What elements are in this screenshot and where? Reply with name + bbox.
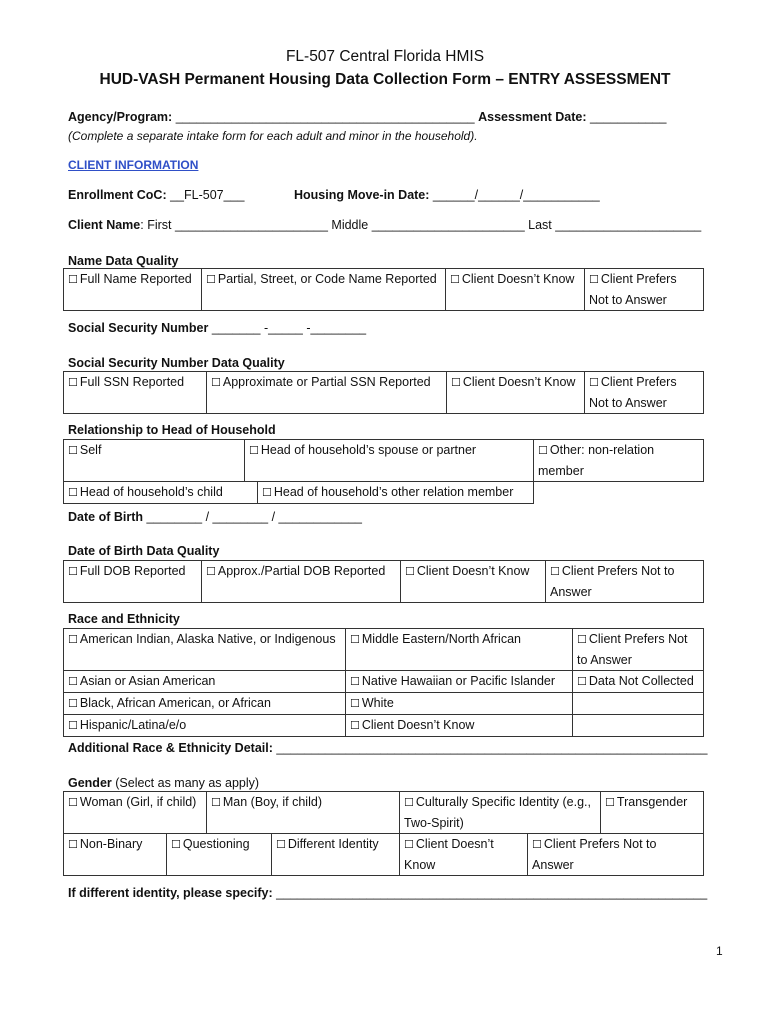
- client-first-name-field[interactable]: : First ______________________: [140, 218, 328, 232]
- different-identity-line: [68, 886, 707, 900]
- dob-label: Date of Birth: [68, 510, 143, 524]
- gender-option[interactable]: ☐ Different Identity: [272, 834, 400, 876]
- checkbox-icon[interactable]: ☐: [68, 675, 78, 688]
- checkbox-icon[interactable]: ☐: [68, 796, 78, 809]
- relationship-table: [63, 439, 704, 504]
- ssn-quality-option[interactable]: ☐ Approximate or Partial SSN Reported: [207, 372, 447, 414]
- empty-cell: [573, 693, 704, 715]
- agency-blank[interactable]: ___________________________________________: [175, 110, 475, 124]
- checkbox-icon[interactable]: ☐: [605, 796, 615, 809]
- gender-option[interactable]: ☐ Woman (Girl, if child): [64, 792, 207, 834]
- relationship-option[interactable]: ☐ Other: non-relation member: [534, 440, 704, 482]
- race-option[interactable]: ☐ Asian or Asian American: [64, 671, 346, 693]
- dob-quality-table: [63, 560, 704, 603]
- checkbox-icon[interactable]: ☐: [262, 486, 272, 499]
- checkbox-icon[interactable]: ☐: [550, 565, 560, 578]
- form-org-title: FL-507 Central Florida HMIS: [285, 48, 485, 65]
- gender-option[interactable]: ☐ Culturally Specific Identity (e.g., Two-Spirit): [400, 792, 601, 834]
- name-quality-option[interactable]: ☐ Client Prefers Not to Answer: [585, 269, 704, 311]
- enrollment-coc-line: [68, 188, 244, 202]
- checkbox-icon[interactable]: ☐: [276, 838, 286, 851]
- client-name-label: Client Name: [68, 218, 141, 232]
- checkbox-icon[interactable]: ☐: [206, 565, 216, 578]
- checkbox-icon[interactable]: ☐: [68, 444, 78, 457]
- checkbox-icon[interactable]: ☐: [404, 838, 414, 851]
- dob-quality-option[interactable]: ☐ Full DOB Reported: [64, 561, 202, 603]
- name-quality-title: Name Data Quality: [68, 254, 179, 268]
- different-identity-blank[interactable]: ______________________________________________________________: [276, 886, 708, 900]
- checkbox-icon[interactable]: ☐: [589, 273, 599, 286]
- gender-option[interactable]: ☐ Questioning: [167, 834, 272, 876]
- empty-cell: [573, 715, 704, 737]
- ssn-quality-table: [63, 371, 704, 414]
- checkbox-icon[interactable]: ☐: [577, 675, 587, 688]
- ssn-quality-option[interactable]: ☐ Client Prefers Not to Answer: [585, 372, 704, 414]
- checkbox-icon[interactable]: ☐: [451, 376, 461, 389]
- relationship-option[interactable]: ☐ Head of household’s other relation member: [258, 482, 534, 504]
- section-client-information: CLIENT INFORMATION: [68, 158, 199, 172]
- empty-cell: [534, 482, 704, 504]
- checkbox-icon[interactable]: ☐: [350, 719, 360, 732]
- checkbox-icon[interactable]: ☐: [171, 838, 181, 851]
- relationship-option[interactable]: ☐ Head of household’s spouse or partner: [245, 440, 534, 482]
- race-option[interactable]: ☐ White: [346, 693, 573, 715]
- dob-line: [68, 510, 362, 524]
- checkbox-icon[interactable]: ☐: [68, 697, 78, 710]
- agency-line: [68, 110, 666, 124]
- race-option[interactable]: ☐ Data Not Collected: [573, 671, 704, 693]
- checkbox-icon[interactable]: ☐: [577, 633, 587, 646]
- checkbox-icon[interactable]: ☐: [538, 444, 548, 457]
- gender-table: [63, 791, 704, 876]
- checkbox-icon[interactable]: ☐: [68, 273, 78, 286]
- intake-note: (Complete a separate intake form for each adult and minor in the household).: [68, 129, 478, 143]
- dob-quality-title: Date of Birth Data Quality: [68, 544, 220, 558]
- client-middle-name-field[interactable]: Middle ______________________: [331, 218, 525, 232]
- race-title: Race and Ethnicity: [68, 612, 180, 626]
- form-title: HUD-VASH Permanent Housing Data Collection Form – ENTRY ASSESSMENT: [99, 71, 671, 88]
- ssn-quality-title: Social Security Number Data Quality: [68, 356, 285, 370]
- relationship-option[interactable]: ☐ Head of household’s child: [64, 482, 258, 504]
- checkbox-icon[interactable]: ☐: [589, 376, 599, 389]
- race-detail-line: [68, 741, 707, 755]
- checkbox-icon[interactable]: ☐: [68, 486, 78, 499]
- name-quality-option[interactable]: ☐ Client Doesn’t Know: [446, 269, 585, 311]
- gender-option[interactable]: ☐ Client Prefers Not to Answer: [528, 834, 704, 876]
- name-quality-table: [63, 268, 704, 311]
- enrollment-coc-value[interactable]: __FL-507___: [170, 188, 245, 202]
- page-number: 1: [716, 944, 723, 958]
- dob-quality-option[interactable]: ☐ Client Prefers Not to Answer: [546, 561, 704, 603]
- gender-option[interactable]: ☐ Non-Binary: [64, 834, 167, 876]
- agency-label: Agency/Program:: [68, 110, 173, 124]
- race-option[interactable]: ☐ Middle Eastern/North African: [346, 629, 573, 671]
- race-option[interactable]: ☐ Hispanic/Latina/e/o: [64, 715, 346, 737]
- race-detail-label: Additional Race & Ethnicity Detail:: [68, 741, 273, 755]
- checkbox-icon[interactable]: ☐: [68, 838, 78, 851]
- race-option[interactable]: ☐ American Indian, Alaska Native, or Indigenous: [64, 629, 346, 671]
- gender-option[interactable]: ☐ Client Doesn’t Know: [400, 834, 528, 876]
- checkbox-icon[interactable]: ☐: [350, 675, 360, 688]
- ssn-quality-option[interactable]: ☐ Client Doesn’t Know: [447, 372, 585, 414]
- different-identity-label: If different identity, please specify:: [68, 886, 273, 900]
- ssn-quality-option[interactable]: ☐ Full SSN Reported: [64, 372, 207, 414]
- movein-blank[interactable]: ______/______/___________: [432, 188, 600, 202]
- ssn-label: Social Security Number: [68, 321, 209, 335]
- enrollment-coc-label: Enrollment CoC:: [68, 188, 167, 202]
- gender-option[interactable]: ☐ Transgender: [601, 792, 704, 834]
- name-quality-option[interactable]: ☐ Full Name Reported: [64, 269, 202, 311]
- dob-quality-option[interactable]: ☐ Approx./Partial DOB Reported: [202, 561, 401, 603]
- checkbox-icon[interactable]: ☐: [532, 838, 542, 851]
- race-table: [63, 628, 704, 737]
- checkbox-icon[interactable]: ☐: [206, 273, 216, 286]
- race-option[interactable]: ☐ Client Prefers Not to Answer: [573, 629, 704, 671]
- gender-title: Gender: [68, 776, 112, 790]
- race-detail-blank[interactable]: ______________________________________________________________: [276, 741, 708, 755]
- checkbox-icon[interactable]: ☐: [68, 376, 78, 389]
- name-quality-option[interactable]: ☐ Partial, Street, or Code Name Reported: [202, 269, 446, 311]
- movein-line: [294, 188, 600, 202]
- checkbox-icon[interactable]: ☐: [350, 697, 360, 710]
- client-last-name-field[interactable]: Last _____________________: [528, 218, 702, 232]
- relationship-title: Relationship to Head of Household: [68, 423, 276, 437]
- checkbox-icon[interactable]: ☐: [68, 719, 78, 732]
- checkbox-icon[interactable]: ☐: [404, 796, 414, 809]
- checkbox-icon[interactable]: ☐: [211, 376, 221, 389]
- assessment-date-label: Assessment Date:: [478, 110, 587, 124]
- checkbox-icon[interactable]: ☐: [68, 633, 78, 646]
- checkbox-icon[interactable]: ☐: [249, 444, 259, 457]
- race-option[interactable]: ☐ Black, African American, or African: [64, 693, 346, 715]
- gender-option[interactable]: ☐ Man (Boy, if child): [207, 792, 400, 834]
- assessment-date-blank[interactable]: ___________: [589, 110, 667, 124]
- ssn-line: [68, 321, 366, 335]
- movein-label: Housing Move-in Date:: [294, 188, 430, 202]
- race-option[interactable]: ☐ Client Doesn’t Know: [346, 715, 573, 737]
- gender-hint: (Select as many as apply): [111, 776, 260, 790]
- checkbox-icon[interactable]: ☐: [211, 796, 221, 809]
- checkbox-icon[interactable]: ☐: [405, 565, 415, 578]
- checkbox-icon[interactable]: ☐: [350, 633, 360, 646]
- race-option[interactable]: ☐ Native Hawaiian or Pacific Islander: [346, 671, 573, 693]
- checkbox-icon[interactable]: ☐: [68, 565, 78, 578]
- ssn-blank[interactable]: _______ -_____ -________: [211, 321, 367, 335]
- dob-quality-option[interactable]: ☐ Client Doesn’t Know: [401, 561, 546, 603]
- gender-title-line: [68, 776, 259, 790]
- checkbox-icon[interactable]: ☐: [450, 273, 460, 286]
- dob-blank[interactable]: ________ / ________ / ____________: [146, 510, 362, 524]
- relationship-option[interactable]: ☐ Self: [64, 440, 245, 482]
- client-name-line: [68, 218, 701, 232]
